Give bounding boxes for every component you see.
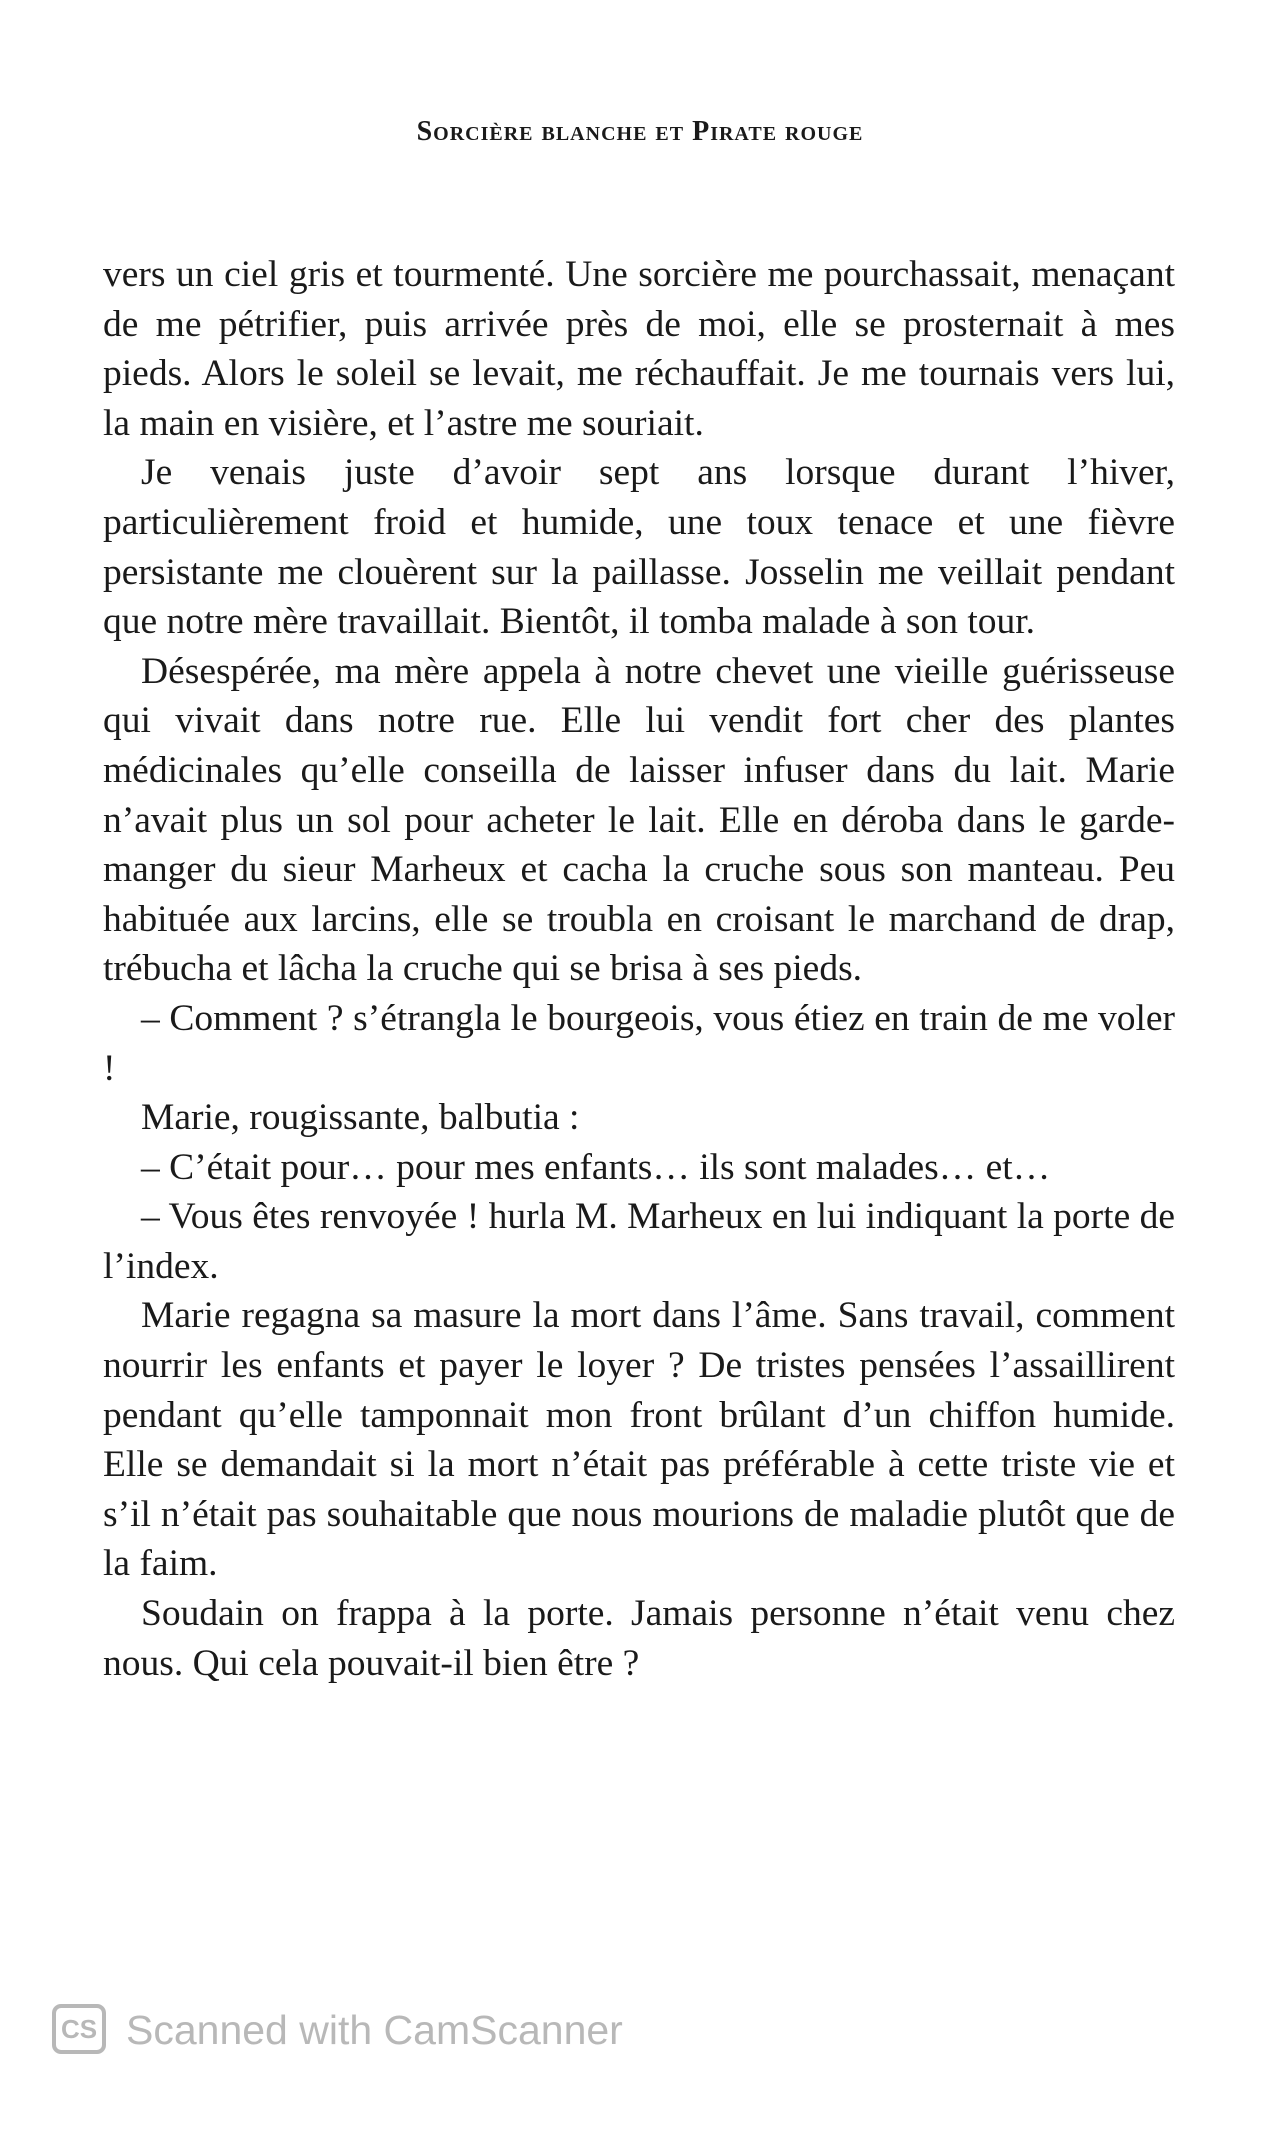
paragraph-2: Je venais juste d’avoir sept ans lorsque durant l’hiver, particulièrement froid et humide, une toux tenace et une fièvre persistante me clouèrent sur la paillasse. Josselin me veillait pendant que notre mère travaillait. Bientôt, il tomba malade à son tour. [103,452,1175,643]
paragraph-6: Soudain on frappa à la porte. Jamais personne n’était venu chez nous. Qui cela pouvait-il bien être ? [103,1593,1175,1684]
paragraph-4: Marie, rougissante, balbutia : [141,1097,580,1139]
running-header: Sorcière blanche et Pirate rouge [416,116,864,147]
dialogue-line-3: – Vous êtes renvoyée ! hurla M. Marheux en lui indiquant la porte de l’index. [103,1196,1175,1287]
paragraph-5: Marie regagna sa masure la mort dans l’âme. Sans travail, comment nourrir les enfants et payer le loyer ? De tristes pensées l’assaillirent pendant qu’elle tamponnait mon front brûlant d’un chiffon humide. Elle se demandait si la mort n’était pas préférable à cette triste vie et s’il n’était pas souhaitable que nous mourions de maladie plutôt que de la faim. [103,1295,1175,1585]
body-text [103,250,1175,1688]
dialogue-line-2: – C’était pour… pour mes enfants… ils sont malades… et… [141,1146,1051,1188]
camscanner-logo-icon: CS [52,2004,106,2054]
paragraph-3: Désespérée, ma mère appela à notre chevet une vieille guérisseuse qui vivait dans notre rue. Elle lui vendit fort cher des plantes médicinales qu’elle conseilla de laisser infuser dans du lait. Marie n’avait plus un sol pour acheter le lait. Elle en déroba dans le garde-manger du sieur Marheux et cacha la cruche sous son manteau. Peu habituée aux larcins, elle se troubla en croisant le marchand de drap, trébucha et lâcha la cruche qui se brisa à ses pieds. [103,650,1175,990]
camscanner-watermark: Scanned with CamScanner [126,2007,623,2053]
dialogue-line-1: – Comment ? s’étrangla le bourgeois, vous étiez en train de me voler ! [103,997,1175,1089]
paragraph-1: vers un ciel gris et tourmenté. Une sorcière me pourchassait, menaçant de me pétrifier, puis arrivée près de moi, elle se prosternait à mes pieds. Alors le soleil se levait, me réchauffait. Je me tournais vers lui, la main en visière, et l’astre me souriait. [103,254,1175,444]
